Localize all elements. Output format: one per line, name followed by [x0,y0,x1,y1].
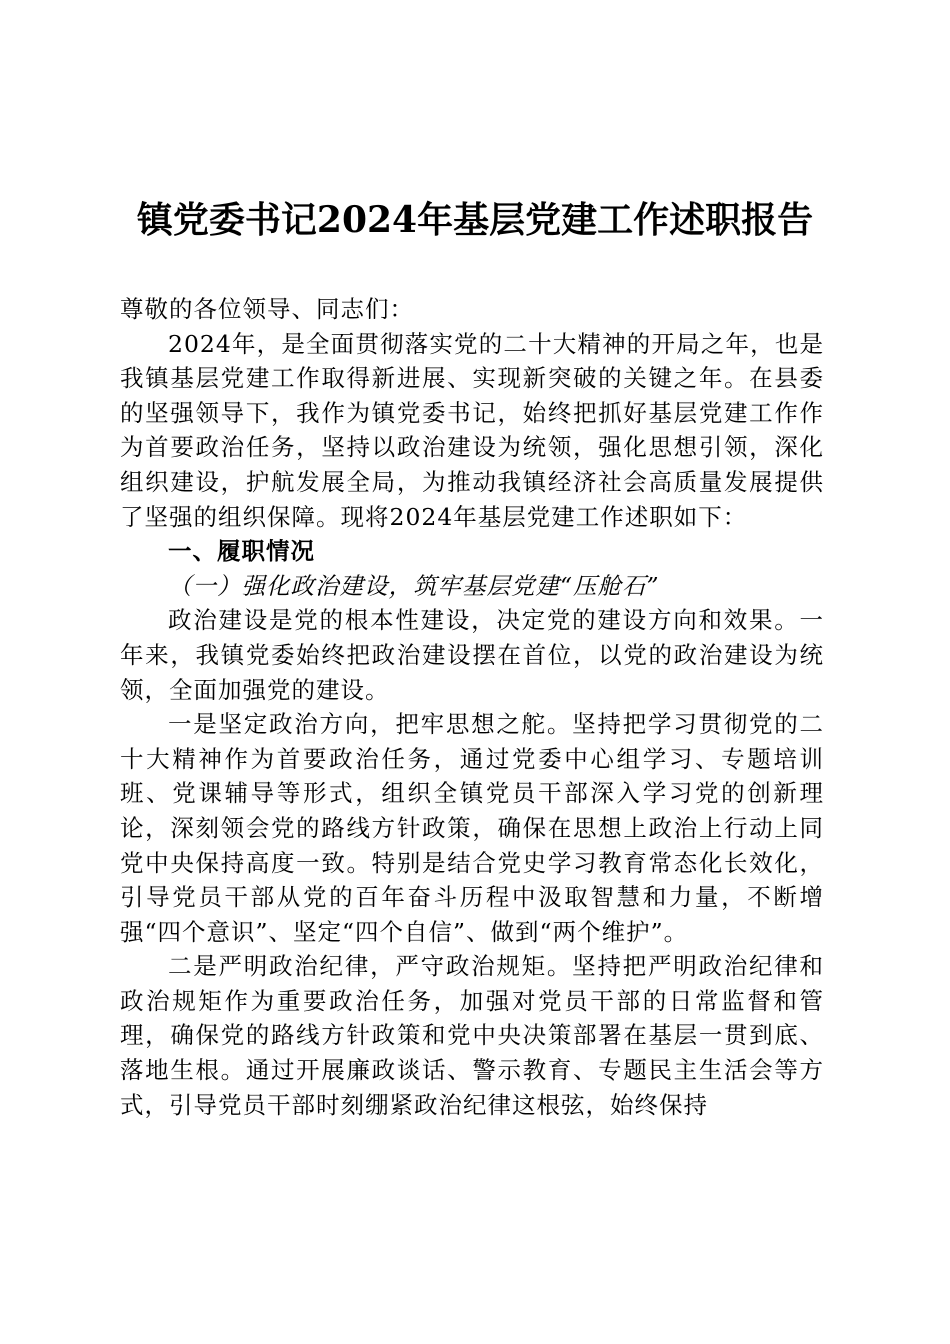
body-paragraph: 政治建设是党的根本性建设，决定党的建设方向和效果。一年来，我镇党委始终把政治建设摆在首位，以党的政治建设为统领，全面加强党的建设。 [120,606,824,704]
section-heading: 一、履职情况 [168,537,315,566]
intro-paragraph: 2024年，是全面贯彻落实党的二十大精神的开局之年，也是我镇基层党建工作取得新进展、实现新突破的关键之年。在县委的坚强领导下，我作为镇党委书记，始终把抓好基层党建工作作为首要政治任务，坚持以政治建设为统领，强化思想引领，深化组织建设，护航发展全局，为推动我镇经济社会高质量发展提供了坚强的组织保障。现将2024年基层党建工作述职如下： [120,329,824,531]
salutation: 尊敬的各位领导、同志们： [120,295,414,323]
subsection-heading: （一）强化政治建设，筑牢基层党建“压舱石” [168,571,660,600]
body-paragraph: 二是严明政治纪律，严守政治规矩。坚持把严明政治纪律和政治规矩作为重要政治任务，加强对党员干部的日常监督和管理，确保党的路线方针政策和党中央决策部署在基层一贯到底、落地生根。通过开展廉政谈话、警示教育、专题民主生活会等方式，引导党员干部时刻绷紧政治纪律这根弦，始终保持 [120,952,824,1119]
document-body [120,292,824,1122]
document-title: 镇党委书记2024年基层党建工作述职报告 [136,199,814,241]
body-paragraph: 一是坚定政治方向，把牢思想之舵。坚持把学习贯彻党的二十大精神作为首要政治任务，通过党委中心组学习、专题培训班、党课辅导等形式，组织全镇党员干部深入学习党的创新理论，深刻领会党的路线方针政策，确保在思想上政治上行动上同党中央保持高度一致。特别是结合党史学习教育常态化长效化，引导党员干部从党的百年奋斗历程中汲取智慧和力量，不断增强“四个意识”、坚定“四个自信”、做到“两个维护”。 [120,710,824,946]
